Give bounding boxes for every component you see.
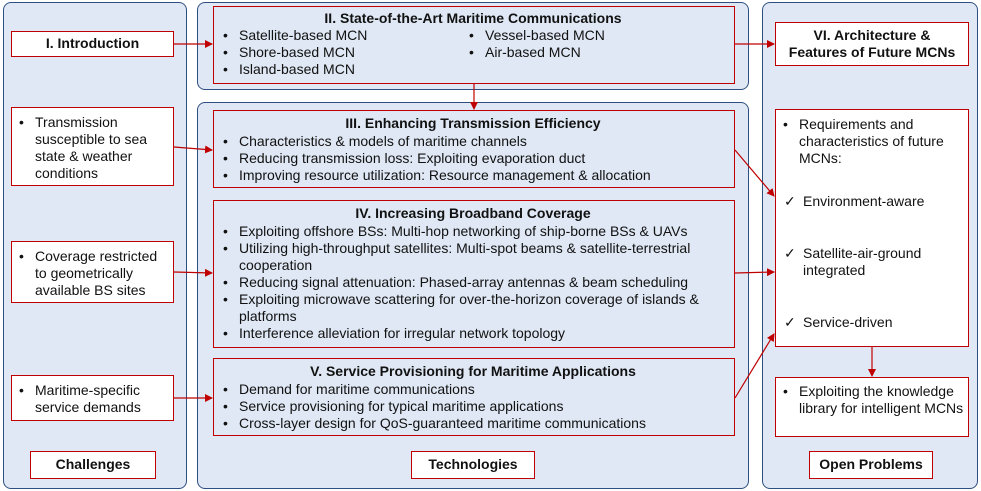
section5-title: V. Service Provisioning for Maritime Applications xyxy=(310,363,636,379)
section5-item-1: • Demand for maritime communications xyxy=(218,381,728,398)
section3-box xyxy=(213,110,735,188)
challenges-label: Challenges xyxy=(30,451,156,479)
section4-box xyxy=(213,200,735,348)
challenge-2: • Coverage restricted to geometrically available BS sites xyxy=(14,248,169,299)
section3-item-2: • Reducing transmission loss: Exploiting evaporation duct xyxy=(218,150,728,167)
section3-item-1: • Characteristics & models of maritime channels xyxy=(218,133,728,150)
mcn-island: • Island-based MCN xyxy=(218,61,464,78)
challenge-1: • Transmission susceptible to sea state & weather conditions xyxy=(14,114,169,182)
open-problem-box xyxy=(775,377,969,437)
section4-item-3: • Reducing signal attenuation: Phased-array antennas & beam scheduling xyxy=(218,274,728,291)
features-box xyxy=(775,109,969,347)
mcn-shore: • Shore-based MCN xyxy=(218,44,464,61)
challenge-box-1 xyxy=(11,107,174,186)
introduction-title: I. Introduction xyxy=(45,35,140,51)
section4-item-5: • Interference alleviation for irregular network topology xyxy=(218,325,728,342)
challenge-3: • Maritime-specific service demands xyxy=(14,382,169,416)
section6-title-line2: Features of Future MCNs xyxy=(788,44,956,60)
section4-item-4: • Exploiting microwave scattering for over-the-horizon coverage of islands & platforms xyxy=(218,291,728,325)
open-problem-1: • Exploiting the knowledge library for intelligent MCNs xyxy=(778,383,964,417)
section6-box xyxy=(775,22,969,66)
technologies-label: Technologies xyxy=(411,451,535,479)
introduction-box xyxy=(11,31,174,57)
section3-item-3: • Improving resource utilization: Resource management & allocation xyxy=(218,167,728,184)
feature-satellite-air-ground: ✓ Satellite-air-ground integrated xyxy=(778,245,953,279)
feature-environment-aware: ✓ Environment-aware xyxy=(778,193,964,210)
section2-box xyxy=(213,6,735,84)
section5-box xyxy=(213,358,735,436)
section5-item-3: • Cross-layer design for QoS-guaranteed maritime communications xyxy=(218,415,728,432)
challenge-box-3 xyxy=(11,375,174,421)
section2-title: II. State-of-the-Art Maritime Communications xyxy=(324,10,622,26)
section4-title: IV. Increasing Broadband Coverage xyxy=(355,205,591,221)
mcn-vessel: • Vessel-based MCN xyxy=(464,27,605,44)
open-problems-label: Open Problems xyxy=(809,451,933,479)
section5-item-2: • Service provisioning for typical maritime applications xyxy=(218,398,728,415)
section4-item-1: • Exploiting offshore BSs: Multi-hop networking of ship-borne BSs & UAVs xyxy=(218,223,728,240)
mcn-satellite: • Satellite-based MCN xyxy=(218,27,464,44)
section3-title: III. Enhancing Transmission Efficiency xyxy=(345,115,601,131)
requirements-text: • Requirements and characteristics of future MCNs: xyxy=(778,116,964,167)
feature-service-driven: ✓ Service-driven xyxy=(778,314,964,331)
section4-item-2: • Utilizing high-throughput satellites: Multi-spot beams & satellite-terrestrial cooperation xyxy=(218,240,728,274)
mcn-air: • Air-based MCN xyxy=(464,44,605,61)
challenge-box-2 xyxy=(11,241,174,303)
section6-title-line1: VI. Architecture & xyxy=(813,27,931,43)
